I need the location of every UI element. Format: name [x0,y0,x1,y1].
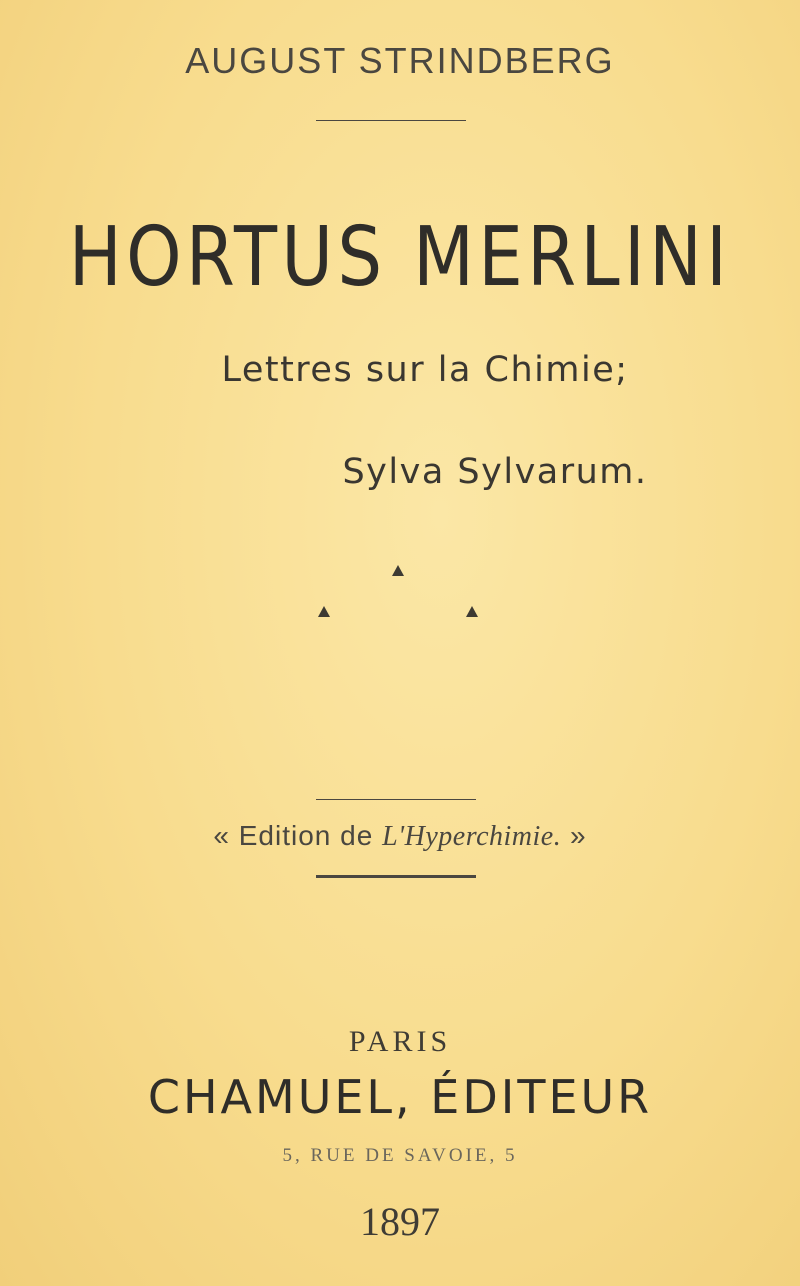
edition-rule-top [316,799,476,800]
edition-note [0,820,800,853]
triangle-ornament-right [466,606,478,617]
subtitle-chimie: Lettres sur la Chimie; [221,350,629,390]
edition-open: « Edition de [213,820,383,851]
imprint-year: 1897 [360,1199,440,1244]
edition-rule-bottom [316,875,476,878]
subtitle-sylva: Sylva Sylvarum. [342,452,648,492]
top-rule [316,120,466,121]
edition-close: » [561,820,587,851]
imprint-address: 5, RUE DE SAVOIE, 5 [282,1145,518,1166]
book-title: HORTUS MERLINI [68,210,732,305]
author-name: AUGUST STRINDBERG [185,40,615,81]
triangle-ornament-top [392,565,404,576]
imprint-publisher: CHAMUEL, ÉDITEUR [147,1070,653,1124]
edition-name: L'Hyperchimie. [382,821,562,852]
triangle-ornament-left [318,606,330,617]
imprint-city: PARIS [348,1025,452,1058]
